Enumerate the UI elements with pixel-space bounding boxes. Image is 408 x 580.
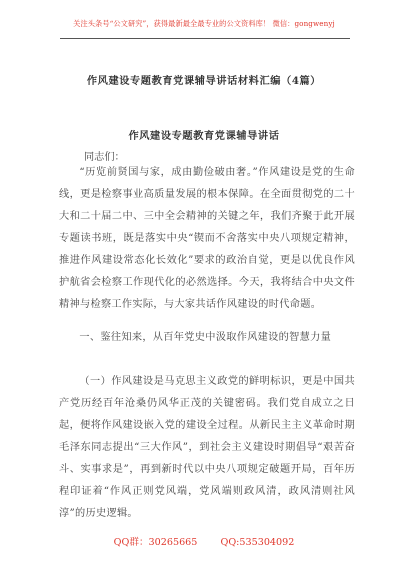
header-divider [60,38,350,39]
footer-contact [0,534,408,548]
paragraph-intro: “历览前贤国与家，成由勤俭破由奢。”作风建设是党的生命线，更是检察事业高质量发展的根本保障。在全面贯彻党的二十大和二十届二中、三中全会精神的关键之年，我们齐聚于此开展专题读书班，既是落实中央“锲而不舍落实中央八项规定精神，推进作风建设常态化长效化”要求的政治自觉，更是以优良作风护航省会检察工作现代化的必然选择。今天，我将结合中央文件精神与检察工作实际，与大家共话作风建设的时代命题。 [59,167,355,310]
footer-qq-group: QQ群：30265665 [113,537,198,548]
speech-title: 作风建设专题教育党课辅导讲话 [128,130,280,142]
document-title: 作风建设专题教育党课辅导讲话材料汇编（4篇） [86,75,322,87]
header-note: 关注头条号“公文研究”，获得最新最全最专业的公文资料库！ 微信：gongwenyj [73,19,335,28]
salutation: 同志们： [84,152,125,163]
paragraph-body: （一）作风建设是马克思主义政党的鲜明标识，更是中国共产党历经百年沧桑仍风华正茂的关键密码。我们党自成立之日起，便将作风建设嵌入党的建设全过程。从新民主主义革命时期毛泽东同志提出“三大作风”，到社会主义建设时期倡导“艰苦奋斗、实事求是”，再到新时代以中央八项规定破题开局，百年历程印证着“作风正则党风端，党风端则政风清，政风清则社风淳”的历史逻辑。 [59,376,355,519]
footer-qq-number: QQ:535304092 [220,537,295,548]
section-heading: 一、鉴往知来，从百年党史中汲取作风建设的智慧力量 [79,332,332,343]
